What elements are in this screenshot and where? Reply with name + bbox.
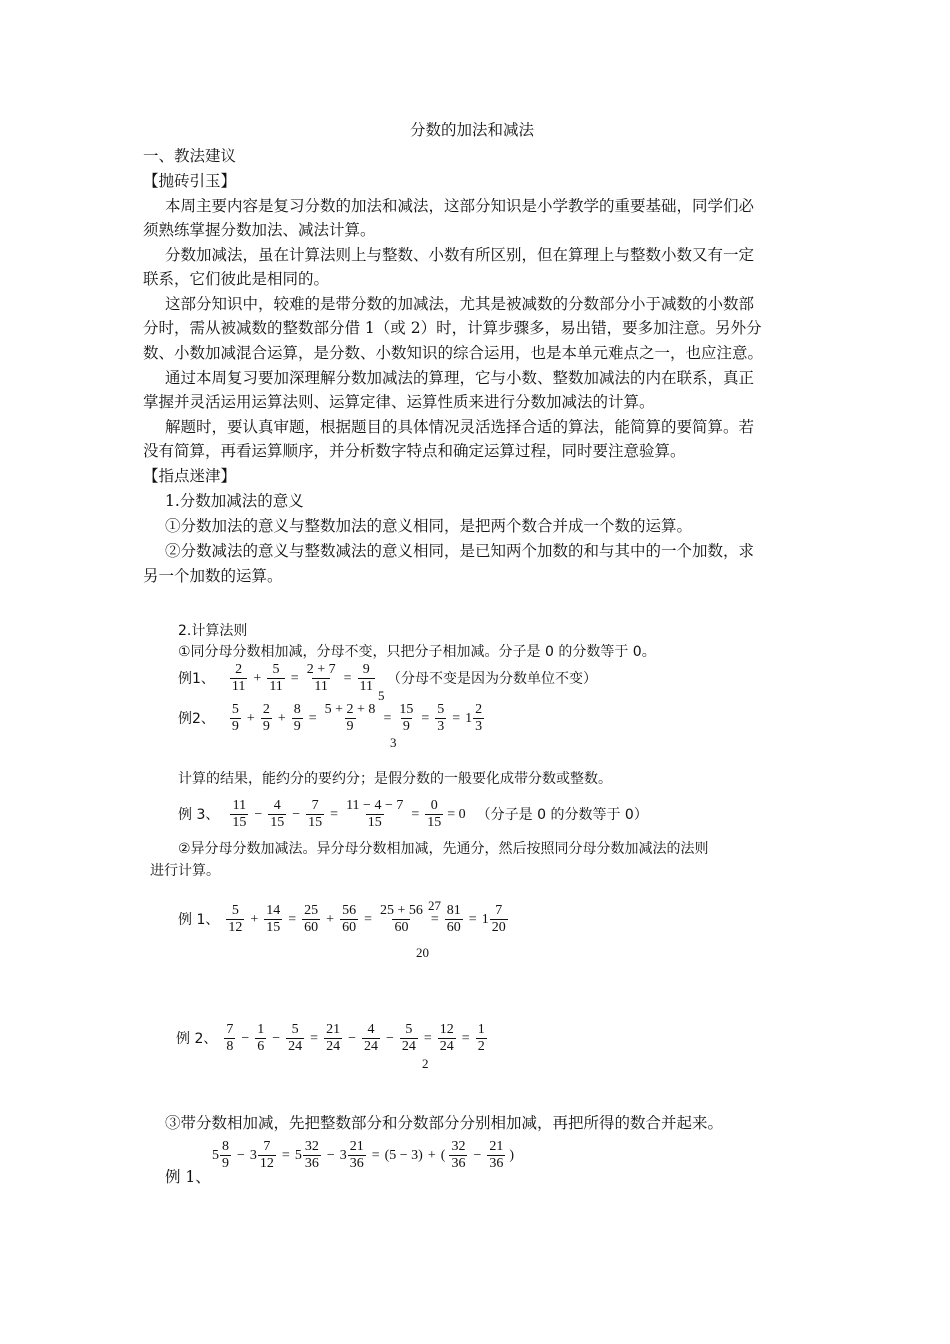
fraction: $\frac{21}{24}$ xyxy=(326,1022,341,1054)
page-title: 分数的加法和减法 xyxy=(410,121,535,139)
rule-text: ①同分母分数相加减，分母不变，只把分子相加减。分子是 0 的分数等于 0。 xyxy=(178,644,656,660)
paragraph-line: 掌握并灵活运用运算法则、运算定律、运算性质来进行分数加减法的计算。 xyxy=(143,393,655,411)
example-label: 例 2、 xyxy=(176,1030,218,1047)
fraction: $\frac{5}{12}$ xyxy=(228,903,243,935)
example-4: 例 1、 $\frac{5}{12}$ + $\frac{14}{15}$ = $\frac{25}{60}$ + $\frac{56}{60}$ = $\frac{25 + 56}{60}$ = $\frac{81}{60}$ = 1 $\frac{7}{20}$ xyxy=(178,903,509,936)
fraction: $\frac{5}{3}$ xyxy=(437,702,445,734)
paragraph-line: 联系，它们彼此是相同的。 xyxy=(143,270,330,288)
paragraph-line: 另一个加数的运算。 xyxy=(143,567,283,585)
paragraph-line: 通过本周复习要加深理解分数加减法的算理，它与小数、整数加减法的内在联系，真正 xyxy=(165,369,755,387)
fraction: $\frac{21}{36}$ xyxy=(489,1139,504,1171)
section-heading: 一、教法建议 xyxy=(143,147,237,165)
fraction: $\frac{81}{60}$ xyxy=(446,903,461,935)
fraction: $\frac{7}{8}$ xyxy=(226,1022,234,1054)
fraction: $\frac{11 - 4 - 7}{15}$ xyxy=(346,798,404,830)
fraction: $\frac{8}{9}$ xyxy=(293,702,301,734)
example-label: 例1、 xyxy=(178,670,215,687)
example-label: 例 1、 xyxy=(178,911,220,928)
cancel-mark: 3 xyxy=(390,735,397,750)
point-heading: 1.分数加减法的意义 xyxy=(165,492,304,510)
fraction: $\frac{25 + 56}{60}$ xyxy=(379,903,423,935)
paragraph-line: ②分数减法的意义与整数减法的意义相同，是已知两个加数的和与其中的一个加数，求 xyxy=(165,542,755,560)
fraction: $\frac{5}{24}$ xyxy=(401,1022,416,1054)
example-6-equation: 5 $\frac{8}{9}$ − 3 $\frac{7}{12}$ = 5 $\frac{32}{36}$ − 3 $\frac{21}{36}$ = (5 − 3) + ( $\frac{32}{36}$ − $\frac{21}{36}$ ) xyxy=(212,1139,515,1171)
fraction: $\frac{2 + 7}{11}$ xyxy=(306,662,336,694)
rule-heading: 2.计算法则 xyxy=(178,623,248,639)
rule-text: ③带分数相加减，先把整数部分和分数部分分别相加减，再把所得的数合并起来。 xyxy=(165,1114,724,1132)
mixed-number: 5 $\frac{8}{9}$ xyxy=(212,1139,229,1171)
mixed-number: 1 $\frac{2}{3}$ xyxy=(465,702,483,734)
paragraph-line: 分时，需从被减数的整数部分借 1（或 2）时，计算步骤多，易出错，要多加注意。另外分 xyxy=(143,319,762,337)
mixed-number: 5 $\frac{32}{36}$ xyxy=(294,1139,319,1171)
fraction: $\frac{5 + 2 + 8}{9}$ xyxy=(324,702,376,734)
parenthesized: (5 − 3) xyxy=(384,1147,423,1163)
mixed-number: 3 $\frac{7}{12}$ xyxy=(249,1139,274,1171)
fraction: $\frac{15}{9}$ xyxy=(399,702,414,734)
fraction: $\frac{25}{60}$ xyxy=(304,903,319,935)
example-3: 例 3、 $\frac{11}{15}$ − $\frac{4}{15}$ − $\frac{7}{15}$ = $\frac{11 - 4 - 7}{15}$ = $\frac{0}{15}$ = 0 （分子是 0 的分数等于 0） xyxy=(178,798,648,830)
fraction: $\frac{1}{6}$ xyxy=(257,1022,265,1054)
example-label: 例2、 xyxy=(178,710,215,727)
cancel-mark: 27 xyxy=(428,898,441,913)
example-note: （分子是 0 的分数等于 0） xyxy=(476,806,648,823)
bracket-heading: 【抛砖引玉】 xyxy=(143,172,237,190)
cancel-mark: 20 xyxy=(416,945,429,960)
paragraph-line: 这部分知识中，较难的是带分数的加减法，尤其是被减数的分数部分小于减数的小数部 xyxy=(165,295,755,313)
cancel-mark: 2 xyxy=(422,1056,429,1071)
paragraph-line: 没有简算，再看运算顺序，并分析数字特点和确定运算过程，同时要注意验算。 xyxy=(143,442,686,460)
paragraph-line: 解题时，要认真审题，根据题目的具体情况灵活选择合适的算法，能简算的要简算。若 xyxy=(165,418,755,436)
fraction: $\frac{32}{36}$ xyxy=(451,1139,466,1171)
fraction: $\frac{2}{11}$ xyxy=(231,662,246,694)
paragraph-line: 分数加减法，虽在计算法则上与整数、小数有所区别，但在算理上与整数小数又有一定 xyxy=(165,246,755,264)
fraction: $\frac{11}{15}$ xyxy=(232,798,247,830)
rule-text: ②异分母分数加减法。异分母分数相加减，先通分，然后按照同分母分数加减法的法则 xyxy=(178,841,709,857)
fraction: $\frac{4}{24}$ xyxy=(363,1022,378,1054)
mixed-number: 1 $\frac{7}{20}$ xyxy=(481,903,506,935)
example-note: （分母不变是因为分数单位不变） xyxy=(387,670,597,687)
cancel-mark: 5 xyxy=(378,688,385,703)
fraction: $\frac{5}{24}$ xyxy=(288,1022,303,1054)
paragraph-line: 须熟练掌握分数加法、减法计算。 xyxy=(143,221,376,239)
example-5: 例 2、 $\frac{7}{8}$ − $\frac{1}{6}$ − $\frac{5}{24}$ = $\frac{21}{24}$ − $\frac{4}{24}$ − $\frac{5}{24}$ = $\frac{12}{24}$ = $\frac{1}{2}$ xyxy=(176,1022,485,1054)
paragraph-line: 本周主要内容是复习分数的加法和减法，这部分知识是小学教学的重要基础，同学们必 xyxy=(165,197,755,215)
fraction: $\frac{4}{15}$ xyxy=(270,798,285,830)
fraction: $\frac{12}{24}$ xyxy=(439,1022,454,1054)
example-2: 例2、 $\frac{5}{9}$ + $\frac{2}{9}$ + $\frac{8}{9}$ = $\frac{5 + 2 + 8}{9}$ = $\frac{15}{9}$ = $\frac{5}{3}$ = 1 $\frac{2}{3}$ xyxy=(178,702,485,735)
paragraph-line: 数、小数加减混合运算，是分数、小数知识的综合运用，也是本单元难点之一，也应注意。 xyxy=(143,344,764,362)
bracket-heading: 【指点迷津】 xyxy=(143,467,237,485)
example-label: 例 3、 xyxy=(178,806,220,823)
mixed-number: 3 $\frac{21}{36}$ xyxy=(339,1139,364,1171)
example-1: 例1、 $\frac{2}{11}$ + $\frac{5}{11}$ = $\frac{2 + 7}{11}$ = $\frac{9}{11}$ （分母不变是因为分数单位不变） xyxy=(178,662,597,694)
fraction: $\frac{0}{15}$ xyxy=(427,798,442,830)
fraction: $\frac{56}{60}$ xyxy=(342,903,357,935)
paragraph-line: ①分数加法的意义与整数加法的意义相同，是把两个数合并成一个数的运算。 xyxy=(165,517,693,535)
example-label: 例 1、 xyxy=(165,1168,211,1186)
fraction: $\frac{14}{15}$ xyxy=(266,903,281,935)
rule-text: 进行计算。 xyxy=(150,863,220,879)
fraction: $\frac{5}{9}$ xyxy=(231,702,239,734)
rule-text: 计算的结果，能约分的要约分；是假分数的一般要化成带分数或整数。 xyxy=(178,771,612,787)
fraction: $\frac{5}{11}$ xyxy=(269,662,283,694)
fraction: $\frac{9}{11}$ xyxy=(359,662,373,694)
result: = 0 xyxy=(447,806,466,822)
fraction: $\frac{2}{9}$ xyxy=(262,702,270,734)
fraction: $\frac{7}{15}$ xyxy=(308,798,323,830)
fraction: $\frac{1}{2}$ xyxy=(477,1022,485,1054)
